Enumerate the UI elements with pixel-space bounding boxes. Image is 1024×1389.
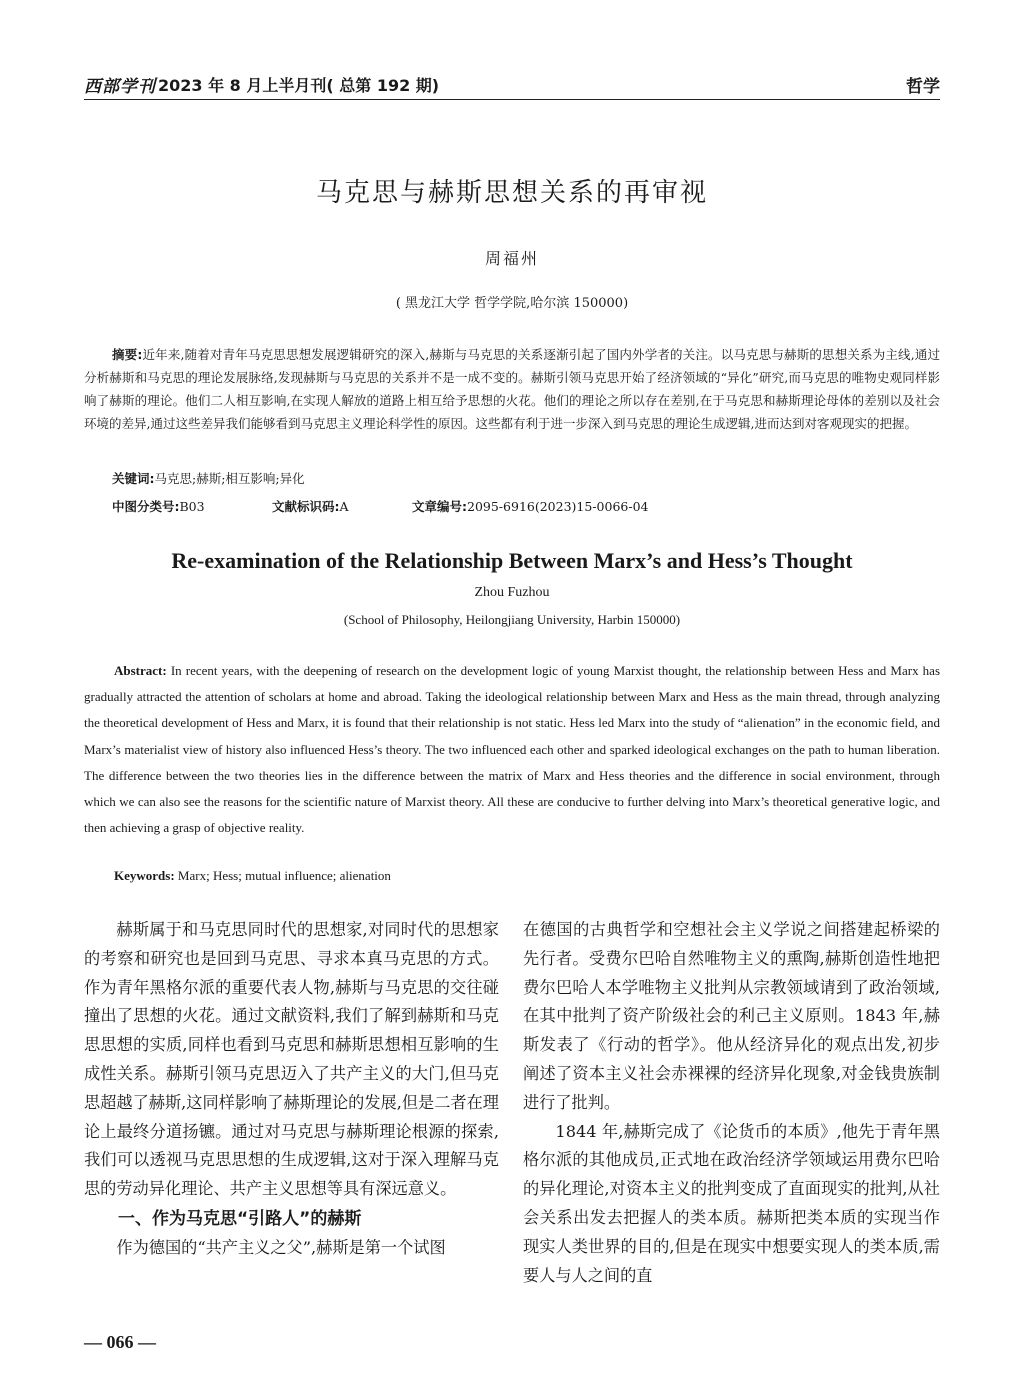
english-author: Zhou Fuzhou [474,585,550,600]
article-number [412,497,648,515]
doc-code [272,497,349,515]
section-label: 哲学 [906,77,940,97]
section-heading: 一、作为马克思“引路人”的赫斯 [118,1208,362,1229]
cn-keywords-label: 关键词: [112,471,155,486]
art-label: 文章编号: [412,499,467,514]
doc-label: 文献标识码: [272,499,340,514]
body-paragraph: 1844 年,赫斯完成了《论货币的本质》,他先于青年黑格尔派的其他成员,正式地在政治经济学领域运用费尔巴哈的异化理论,对资本主义的批判变成了直面现实的批判,从社会关系出发去把握人的类本质。赫斯把类本质的实现当作现实人类世界的目的,但是在现实中想要实现人的类本质,需要人与人之间的直 [523,1121,940,1285]
cn-keywords-text: 马克思;赫斯;相互影响;异化 [154,471,305,486]
body-paragraph: 赫斯属于和马克思同时代的思想家,对同时代的思想家的考察和研究也是回到马克思、寻求本真马克思的方式。作为青年黑格尔派的重要代表人物,赫斯与马克思的交往碰撞出了思想的火花。通过文献资料,我们了解到赫斯和马克思思想的实质,同样也看到马克思和赫斯思想相互影响的生成性关系。赫斯引领马克思迈入了共产主义的大门,但马克思超越了赫斯,这同样影响了赫斯理论的发展,但是二者在理论上最终分道扬镳。通过对马克思与赫斯理论根源的探索,我们可以透视马克思思想的生成逻辑,这对于深入理解马克思的劳动异化理论、共产主义思想等具有深远意义。 [84,920,499,1199]
english-title: Re-examination of the Relationship Between Marx’s and Hess’s Thought [171,548,853,573]
body-paragraph: 在德国的古典哲学和空想社会主义学说之间搭建起桥梁的先行者。受费尔巴哈自然唯物主义的熏陶,赫斯创造性地把费尔巴哈人本学唯物主义批判从宗教领域请到了政治领域,在其中批判了资产阶级社会的利己主义原则。1843 年,赫斯发表了《行动的哲学》。他从经济异化的观点出发,初步阐述了资本主义社会赤裸裸的经济异化现象,对金钱贵族制进行了批判。 [523,920,940,1112]
english-keywords [114,868,391,884]
page-number: — 066 — [84,1332,156,1352]
journal-logo: 西部学刊 [84,77,156,97]
cn-abstract-label: 摘要: [112,347,143,362]
clc-number [112,497,205,515]
english-keywords-text: Marx; Hess; mutual influence; alienation [177,868,391,883]
body-paragraph: 作为德国的“共产主义之父”,赫斯是第一个试图 [116,1237,446,1257]
english-affiliation: (School of Philosophy, Heilongjiang University, Harbin 150000) [343,612,681,627]
body-left-column [84,916,499,1263]
english-abstract-text: In recent years, with the deepening of research on the development logic of young Marxist thought, the relationship between Hess and Marx has gradually attracted the attention of scholars at home and abroad. Taking the ideological relationship between Marx and Hess as the main thread, through analyzing the theoretical development of Hess and Marx, it is found that their relationship is not static. Hess led Marx into the study of “alienation” in the economic field, and Marx’s materialist view of history also influenced Hess’s theory. The two influenced each other and sparked ideological exchanges on the path to human liberation. The difference between the two theories lies in the difference between the matrix of Marx and Hess theories and the difference in social environment, through which we can also see the reasons for the scientific nature of Marxist theory. All these are conducive to further delving into Marx’s theoretical generative logic, and then achieving a grasp of objective reality. [84,663,941,836]
affiliation: ( 黑龙江大学 哲学学院,哈尔滨 150000) [395,296,629,311]
header-rule [84,99,940,100]
clc-value: B03 [179,499,205,514]
cn-keywords [112,469,305,487]
english-keywords-label: Keywords: [114,868,175,883]
running-header [84,72,940,98]
art-value: 2095-6916(2023)15-0066-04 [467,499,649,514]
english-abstract-label: Abstract: [114,663,167,678]
body-right-column [523,916,940,1290]
cn-abstract [84,343,940,435]
english-abstract [84,658,940,841]
clc-label: 中图分类号: [112,499,180,514]
issue-info: 2023 年 8 月上半月刊( 总第 192 期) [158,76,440,95]
article-title: 马克思与赫斯思想关系的再审视 [315,178,708,208]
author: 周福州 [484,249,539,268]
doc-value: A [339,499,349,514]
cn-abstract-text: 近年来,随着对青年马克思思想发展逻辑研究的深入,赫斯与马克思的关系逐渐引起了国内外学者的关注。以马克思与赫斯的思想关系为主线,通过分析赫斯和马克思的理论发展脉络,发现赫斯与马克思的关系并不是一成不变的。赫斯引领马克思开始了经济领域的“异化”研究,而马克思的唯物史观同样影响了赫斯的理论。他们二人相互影响,在实现人解放的道路上相互给予思想的火花。他们的理论之所以存在差别,在于马克思和赫斯理论母体的差别以及社会环境的差异,通过这些差异我们能够看到马克思主义理论科学性的原因。这些都有利于进一步深入到马克思的理论生成逻辑,进而达到对客观现实的把握。 [84,347,940,431]
